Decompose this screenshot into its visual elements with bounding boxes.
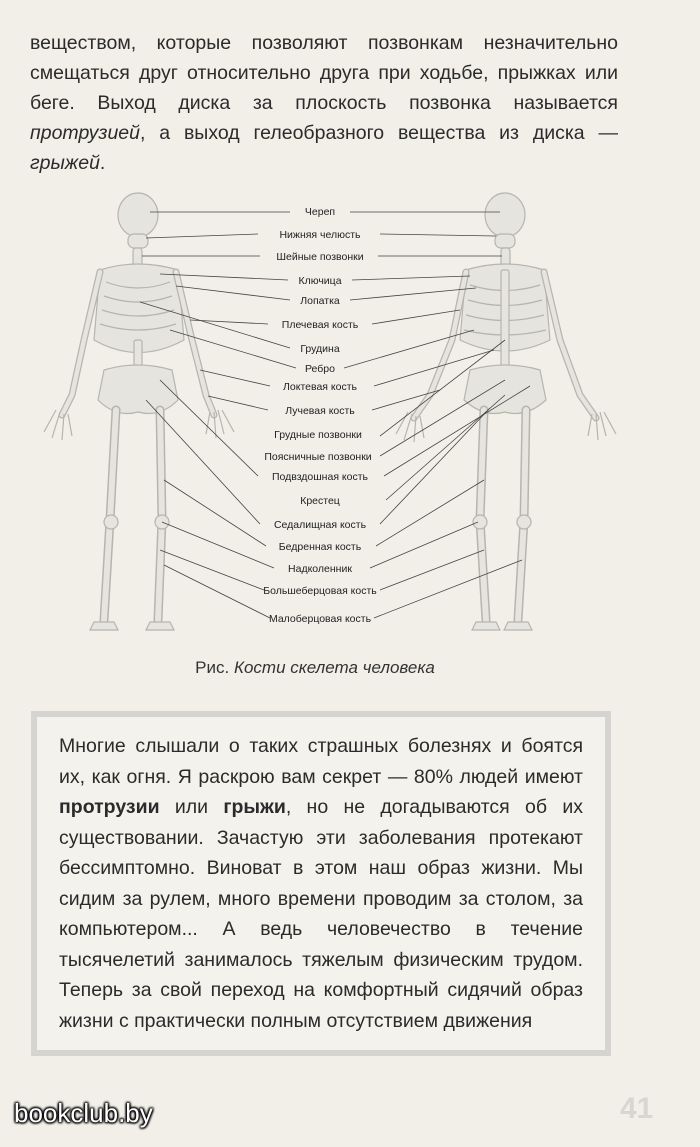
callout-text-2: или	[159, 796, 224, 818]
label-thoracic-vertebrae: Грудные позвонки	[274, 429, 362, 441]
callout-term-hernias: грыжи	[223, 796, 286, 818]
label-ulna: Локтевая кость	[283, 381, 357, 393]
intro-text-1: веществом, которые позволяют позвонкам незначительно смещаться друг относительно друга при ходьбе, прыжках или беге. Выход диска за плоскость позвонка называется	[30, 32, 618, 114]
caption-prefix: Рис.	[195, 658, 234, 677]
callout-text-1: Многие слышали о таких страшных болезнях и боятся их, как огня. Я раскрою вам секрет — 80% людей имеют	[59, 735, 583, 788]
site-watermark: bookclub.by	[14, 1098, 153, 1128]
page-number: 41	[620, 1092, 654, 1125]
intro-text-3: .	[99, 152, 106, 174]
label-mandible: Нижняя челюсть	[279, 229, 361, 241]
intro-term-protrusion: протрузией	[30, 122, 140, 144]
callout-box	[31, 711, 611, 1056]
label-scapula: Лопатка	[300, 295, 340, 307]
label-clavicle: Ключица	[298, 275, 342, 287]
label-cervical-vertebrae: Шейные позвонки	[276, 251, 364, 263]
back-skeleton	[396, 193, 616, 630]
skeleton-figure	[0, 190, 700, 650]
callout-text	[59, 731, 583, 1036]
label-femur: Бедренная кость	[278, 541, 362, 553]
figure-labels	[263, 206, 377, 625]
front-skeleton	[44, 193, 234, 630]
label-ischium: Седалищная кость	[273, 519, 367, 531]
label-lumbar-vertebrae: Поясничные позвонки	[264, 451, 372, 463]
label-patella: Надколенник	[288, 563, 352, 575]
figure-caption	[0, 658, 630, 678]
label-skull: Череп	[304, 206, 336, 218]
caption-title: Кости скелета человека	[233, 658, 435, 677]
callout-text-3: , но не догадываются об их существовании. Зачастую эти заболевания протекают бессимптомно. Виноват в этом наш образ жизни. Мы сидим за рулем, много времени проводим за столом, за компьютером... А ведь человечество в течение тысячелетий занималось тяжелым физическим трудом. Теперь за свой переход на комфортный сидячий образ жизни с практически полным отсутствием движения	[59, 796, 583, 1032]
label-radius: Лучевая кость	[285, 405, 355, 417]
callout-term-protrusions: протрузии	[59, 796, 160, 818]
label-tibia: Большеберцовая кость	[263, 585, 377, 597]
intro-term-hernia: грыжей	[30, 152, 100, 174]
label-sternum: Грудина	[300, 343, 340, 355]
skeleton-illustration	[0, 190, 700, 650]
label-ilium: Подвздошная кость	[271, 471, 369, 483]
label-rib: Ребро	[305, 363, 335, 375]
label-sacrum: Крестец	[300, 495, 340, 507]
label-humerus: Плечевая кость	[281, 319, 359, 331]
label-fibula: Малоберцовая кость	[268, 613, 372, 625]
intro-text-2: , а выход гелеобразного вещества из диска —	[140, 122, 618, 144]
intro-paragraph	[30, 28, 618, 178]
